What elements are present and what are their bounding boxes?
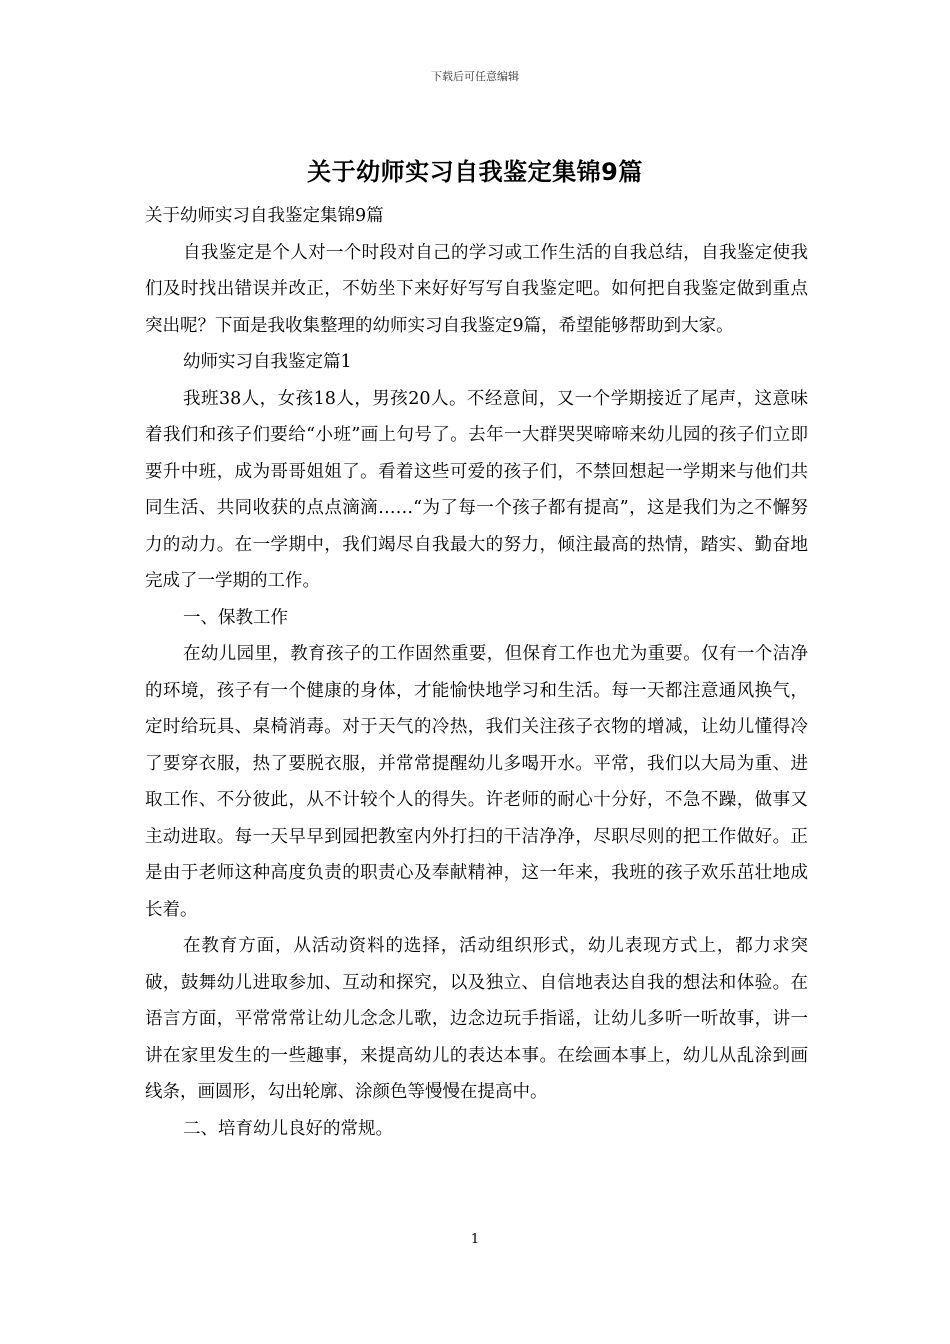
intro-paragraph: 自我鉴定是个人对一个时段对自己的学习或工作生活的自我总结，自我鉴定使我们及时找出错误并改正，不妨坐下来好好写写自我鉴定吧。如何把自我鉴定做到重点突出呢？下面是我收集整理的幼师实习自我鉴定9篇，希望能够帮助到大家。 [145, 242, 808, 336]
subtitle-paragraph: 关于幼师实习自我鉴定集锦9篇 [145, 206, 384, 226]
page-header-note: 下载后可任意编辑 [431, 70, 519, 83]
section-heading: 二、培育幼儿良好的常规。 [183, 1118, 393, 1139]
page-number: 1 [470, 1232, 480, 1247]
body-paragraph: 我班38人，女孩18人，男孩20人。不经意间，又一个学期接近了尾声，这意味着我们和孩子们要给“小班”画上句号了。去年一大群哭哭啼啼来幼儿园的孩子们立即要升中班，成为哥哥姐姐了。看着这些可爱的孩子们，不禁回想起一学期来与他们共同生活、共同收获的点点滴滴……“为了每一个孩子都有提高”，这是我们为之不懈努力的动力。在一学期中，我们竭尽自我最大的努力，倾注最高的热情，踏实、勤奋地完成了一学期的工作。 [145, 388, 808, 591]
body-paragraph: 在教育方面，从活动资料的选择，活动组织形式，幼儿表现方式上，都力求突破，鼓舞幼儿进取参加、互动和探究，以及独立、自信地表达自我的想法和体验。在语言方面，平常常常让幼儿念念儿歌，边念边玩手指谣，让幼儿多听一听故事，讲一讲在家里发生的一些趣事，来提高幼儿的表达本事。在绘画本事上，幼儿从乱涂到画线条，画圆形，勾出轮廓、涂颜色等慢慢在提高中。 [145, 936, 808, 1102]
section-heading: 幼师实习自我鉴定篇1 [183, 352, 352, 372]
body-paragraph: 在幼儿园里，教育孩子的工作固然重要，但保育工作也尤为重要。仅有一个洁净的环境，孩子有一个健康的身体，才能愉快地学习和生活。每一天都注意通风换气，定时给玩具、桌椅消毒。对于天气的冷热，我们关注孩子衣物的增减，让幼儿懂得冷了要穿衣服，热了要脱衣服，并常常提醒幼儿多喝开水。平常，我们以大局为重、进取工作、不分彼此，从不计较个人的得失。许老师的耐心十分好，不急不躁，做事又主动进取。每一天早早到园把教室内外打扫的干洁净净，尽职尽则的把工作做好。正是由于老师这种高度负责的职责心及奉献精神，这一年来，我班的孩子欢乐茁壮地成长着。 [145, 644, 808, 920]
section-heading: 一、保教工作 [183, 607, 288, 628]
document-body [145, 198, 808, 1147]
document-title: 关于幼师实习自我鉴定集锦9篇 [307, 158, 643, 186]
